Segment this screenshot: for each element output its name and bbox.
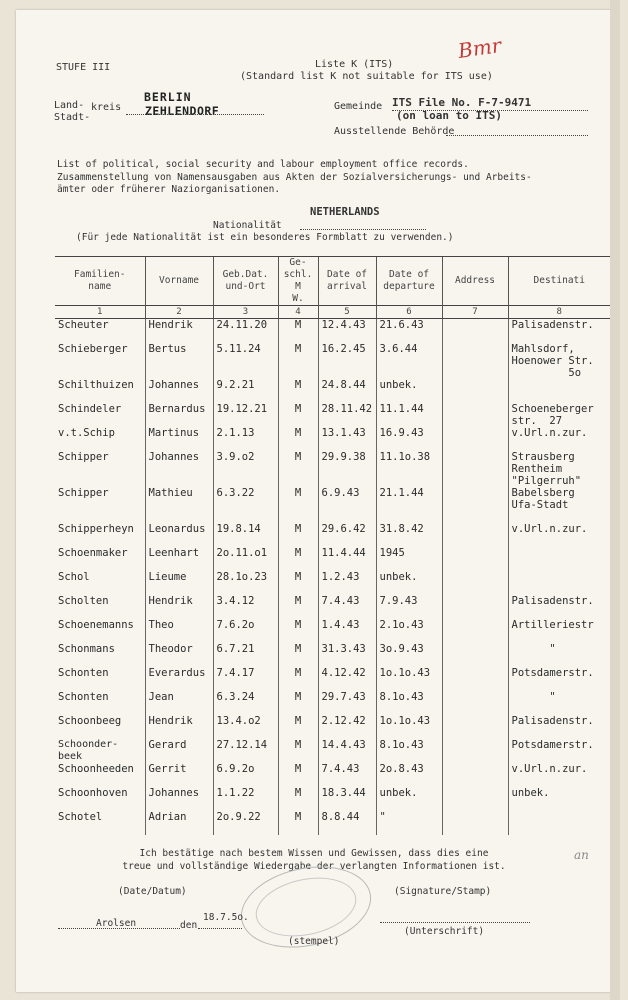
cell-birth: 2o.9.22 — [213, 811, 278, 835]
cell-birth: 6.9.2o — [213, 763, 278, 787]
cell-dest: Mahlsdorf, Hoenower Str. 5o — [508, 343, 610, 379]
cell-departure: 3o.9.43 — [376, 643, 442, 667]
cell-dest — [508, 547, 610, 571]
table-row — [55, 427, 610, 451]
cell-first: Theodor — [145, 643, 213, 667]
place-value: Arolsen — [96, 918, 137, 929]
cell-sex: M — [278, 667, 318, 691]
table-row — [55, 547, 610, 571]
cell-first: Johannes — [145, 379, 213, 403]
den-label: den — [180, 920, 198, 931]
cell-dest: unbek. — [508, 787, 610, 811]
cell-arrival: 11.4.44 — [318, 547, 376, 571]
table-number-row — [55, 306, 610, 319]
cell-first: Everardus — [145, 667, 213, 691]
cell-name: Scholten — [58, 594, 109, 607]
cell-arrival: 7.4.43 — [318, 763, 376, 787]
cell-departure: 8.1o.43 — [376, 739, 442, 763]
cell-dest: Palisadenstr. — [508, 595, 610, 619]
cell-arrival: 14.4.43 — [318, 739, 376, 763]
column-number: 1 — [55, 306, 145, 319]
stufe-label: STUFE III — [56, 62, 111, 73]
confirmation-line-2: treue und vollständige Wiedergabe der verlangten Informationen ist. — [122, 861, 506, 872]
gemeinde-note: (on loan to ITS) — [396, 109, 502, 122]
cell-address — [442, 763, 508, 787]
date-value: 18.7.5o. — [203, 912, 249, 923]
cell-arrival: 29.7.43 — [318, 691, 376, 715]
cell-first: Lieume — [145, 571, 213, 595]
cell-departure: 1o.1o.43 — [376, 667, 442, 691]
cell-address — [442, 667, 508, 691]
date-dotline — [198, 928, 242, 929]
cell-birth: 6.3.24 — [213, 691, 278, 715]
cell-sex: M — [278, 403, 318, 427]
cell-sex: M — [278, 427, 318, 451]
cell-sex: M — [278, 451, 318, 487]
cell-departure: 31.8.42 — [376, 523, 442, 547]
table-row — [55, 343, 610, 379]
cell-dest — [508, 571, 610, 595]
table-body — [55, 319, 610, 835]
cell-sex: M — [278, 523, 318, 547]
cell-name: Schonten — [58, 690, 109, 703]
cell-address — [442, 595, 508, 619]
gemeinde-label: Gemeinde — [334, 101, 383, 112]
cell-first: Hendrik — [145, 319, 213, 343]
table-row — [55, 379, 610, 403]
cell-address — [442, 523, 508, 547]
table-row — [55, 787, 610, 811]
column-header: Date of departure — [376, 257, 442, 306]
cell-dest: " — [508, 643, 610, 667]
cell-address — [442, 451, 508, 487]
column-number: 6 — [376, 306, 442, 319]
cell-birth: 27.12.14 — [213, 739, 278, 763]
cell-name: Schoenmaker — [58, 546, 128, 559]
table-row — [55, 667, 610, 691]
cell-first: Gerard — [145, 739, 213, 763]
cell-birth: 1.1.22 — [213, 787, 278, 811]
cell-name: Schonmans — [58, 642, 115, 655]
table-row — [55, 523, 610, 547]
cell-sex: M — [278, 715, 318, 739]
cell-departure: 7.9.43 — [376, 595, 442, 619]
cell-arrival: 2.12.42 — [318, 715, 376, 739]
cell-departure: 8.1o.43 — [376, 691, 442, 715]
cell-departure: 11.1o.38 — [376, 451, 442, 487]
cell-name: Schoonheeden — [58, 762, 134, 775]
cell-departure: 1o.1o.43 — [376, 715, 442, 739]
cell-dest — [508, 379, 610, 403]
cell-name: Schotel — [58, 810, 103, 823]
column-header: Ge- schl. M W. — [278, 257, 318, 306]
cell-address — [442, 379, 508, 403]
cell-address — [442, 691, 508, 715]
cell-address — [442, 403, 508, 427]
cell-name: Scheuter — [58, 319, 109, 331]
cell-sex: M — [278, 595, 318, 619]
stadt-label: Stadt- — [54, 112, 91, 123]
cell-birth: 7.6.2o — [213, 619, 278, 643]
gemeinde-value: ITS File No. F-7-9471 — [392, 96, 532, 109]
cell-name: Schoonbeeg — [58, 714, 122, 727]
cell-arrival: 12.4.43 — [318, 319, 376, 343]
cell-address — [442, 319, 508, 343]
cell-dest: Artilleriestr — [508, 619, 610, 643]
cell-arrival: 4.12.42 — [318, 667, 376, 691]
signature-dotline — [380, 922, 530, 923]
cell-arrival: 28.11.42 — [318, 403, 376, 427]
cell-address — [442, 643, 508, 667]
cell-first: Theo — [145, 619, 213, 643]
cell-departure: 21.1.44 — [376, 487, 442, 523]
cell-name: Schoonhoven — [58, 786, 128, 799]
cell-first: Hendrik — [145, 595, 213, 619]
table-row — [55, 595, 610, 619]
handwritten-mark: Bmr — [456, 33, 503, 63]
cell-sex: M — [278, 379, 318, 403]
table-row — [55, 319, 610, 343]
cell-birth: 9.2.21 — [213, 379, 278, 403]
cell-first: Gerrit — [145, 763, 213, 787]
cell-address — [442, 787, 508, 811]
column-number: 8 — [508, 306, 610, 319]
cell-departure: 11.1.44 — [376, 403, 442, 427]
cell-name: Schindeler — [58, 402, 122, 415]
table-header-row — [55, 257, 610, 306]
cell-sex: M — [278, 319, 318, 343]
cell-first: Jean — [145, 691, 213, 715]
confirmation-line-1: Ich bestätige nach bestem Wissen und Gewissen, dass dies eine — [139, 848, 489, 859]
column-header: Address — [442, 257, 508, 306]
cell-arrival: 1.2.43 — [318, 571, 376, 595]
nationality-label: Nationalität — [213, 220, 282, 231]
cell-first: Hendrik — [145, 715, 213, 739]
table-row — [55, 811, 610, 835]
cell-sex: M — [278, 811, 318, 835]
cell-name: Schipper — [58, 486, 109, 499]
intro-line-1: List of political, social security and labour employment office records. — [57, 159, 469, 170]
cell-birth: 2.1.13 — [213, 427, 278, 451]
cell-arrival: 1.4.43 — [318, 619, 376, 643]
table-row — [55, 619, 610, 643]
cell-dest: Babelsberg Ufa-Stadt — [508, 487, 610, 523]
cell-birth: 19.8.14 — [213, 523, 278, 547]
cell-birth: 6.7.21 — [213, 643, 278, 667]
cell-sex: M — [278, 643, 318, 667]
cell-sex: M — [278, 787, 318, 811]
cell-arrival: 8.8.44 — [318, 811, 376, 835]
cell-departure: unbek. — [376, 571, 442, 595]
table-row — [55, 571, 610, 595]
cell-name: Schipperheyn — [58, 522, 134, 535]
cell-name: Schieberger — [58, 342, 128, 355]
column-header: Vorname — [145, 257, 213, 306]
liste-note: (Standard list K not suitable for ITS use) — [240, 71, 493, 82]
cell-dest — [508, 811, 610, 835]
district-value: ZEHLENDORF — [145, 104, 220, 118]
cell-birth: 3.4.12 — [213, 595, 278, 619]
signature-label: (Signature/Stamp) — [394, 886, 492, 897]
cell-birth: 13.4.o2 — [213, 715, 278, 739]
intro-line-2: Zusammenstellung von Namensausgaben aus Akten der Sozialversicherungs- und Arbeits- — [57, 172, 532, 183]
cell-first: Mathieu — [145, 487, 213, 523]
stempel-label: (stempel) — [288, 936, 340, 947]
cell-birth: 7.4.17 — [213, 667, 278, 691]
cell-address — [442, 571, 508, 595]
cell-first: Bertus — [145, 343, 213, 379]
cell-first: Leonardus — [145, 523, 213, 547]
cell-dest: v.Url.n.zur. — [508, 427, 610, 451]
nationality-note: (Für jede Nationalität ist ein besonderes Formblatt zu verwenden.) — [76, 232, 454, 243]
table-row — [55, 739, 610, 763]
gemeinde-dotline — [392, 110, 588, 111]
cell-departure: unbek. — [376, 787, 442, 811]
land-label: Land- — [54, 100, 85, 111]
cell-address — [442, 427, 508, 451]
cell-sex: M — [278, 571, 318, 595]
kreis-label: kreis — [91, 102, 122, 113]
cell-first: Johannes — [145, 451, 213, 487]
cell-departure: 1945 — [376, 547, 442, 571]
place-dotline — [58, 928, 180, 929]
table-row — [55, 715, 610, 739]
column-header: Geb.Dat. und-Ort — [213, 257, 278, 306]
column-number: 3 — [213, 306, 278, 319]
cell-arrival: 29.6.42 — [318, 523, 376, 547]
cell-address — [442, 739, 508, 763]
cell-birth: 2o.11.o1 — [213, 547, 278, 571]
cell-departure: " — [376, 811, 442, 835]
table-row — [55, 643, 610, 667]
nationality-value: NETHERLANDS — [310, 206, 380, 218]
ausstellende-label: Ausstellende Behörde — [334, 126, 455, 137]
liste-title: Liste K (ITS) — [315, 59, 394, 70]
cell-name: Schoonder- beek — [58, 738, 119, 762]
cell-dest: Strausberg Rentheim "Pilgerruh" — [508, 451, 610, 487]
cell-departure: unbek. — [376, 379, 442, 403]
column-number: 5 — [318, 306, 376, 319]
cell-arrival: 6.9.43 — [318, 487, 376, 523]
cell-sex: M — [278, 763, 318, 787]
cell-dest: Palisadenstr. — [508, 319, 610, 343]
cell-sex: M — [278, 343, 318, 379]
ausstellende-dotline — [446, 135, 588, 136]
column-number: 7 — [442, 306, 508, 319]
cell-birth: 6.3.22 — [213, 487, 278, 523]
cell-departure: 2o.8.43 — [376, 763, 442, 787]
cell-sex: M — [278, 487, 318, 523]
cell-dest: Schoeneberger str. 27 — [508, 403, 610, 427]
cell-first: Leenhart — [145, 547, 213, 571]
cell-first: Adrian — [145, 811, 213, 835]
column-number: 2 — [145, 306, 213, 319]
table-row — [55, 763, 610, 787]
cell-birth: 28.1o.23 — [213, 571, 278, 595]
cell-dest: v.Url.n.zur. — [508, 523, 610, 547]
cell-name: Schilthuizen — [58, 378, 134, 391]
cell-dest: Palisadenstr. — [508, 715, 610, 739]
city-value: BERLIN — [144, 90, 192, 104]
kreis-dotline — [126, 114, 264, 115]
cell-arrival: 7.4.43 — [318, 595, 376, 619]
cell-first: Bernardus — [145, 403, 213, 427]
cell-name: Schoenemanns — [58, 618, 134, 631]
cell-name: Schol — [58, 570, 90, 583]
cell-dest: Potsdamerstr. — [508, 739, 610, 763]
table-row — [55, 451, 610, 487]
cell-arrival: 16.2.45 — [318, 343, 376, 379]
intro-line-3: ämter oder früherer Naziorganisationen. — [57, 184, 281, 195]
nationality-dotline — [300, 229, 426, 230]
records-table — [55, 256, 610, 835]
table-row — [55, 487, 610, 523]
cell-first: Martinus — [145, 427, 213, 451]
column-header: Destinati — [508, 257, 610, 306]
date-label: (Date/Datum) — [118, 886, 187, 897]
cell-address — [442, 547, 508, 571]
cell-name: Schonten — [58, 666, 109, 679]
cell-arrival: 31.3.43 — [318, 643, 376, 667]
cell-dest: " — [508, 691, 610, 715]
cell-arrival: 29.9.38 — [318, 451, 376, 487]
cell-arrival: 13.1.43 — [318, 427, 376, 451]
table-row — [55, 691, 610, 715]
cell-sex: M — [278, 739, 318, 763]
cell-dest: v.Url.n.zur. — [508, 763, 610, 787]
cell-departure: 3.6.44 — [376, 343, 442, 379]
cell-arrival: 18.3.44 — [318, 787, 376, 811]
cell-name: v.t.Schip — [58, 426, 115, 439]
cell-sex: M — [278, 619, 318, 643]
cell-birth: 24.11.20 — [213, 319, 278, 343]
cell-arrival: 24.8.44 — [318, 379, 376, 403]
cell-birth: 19.12.21 — [213, 403, 278, 427]
cell-birth: 3.9.o2 — [213, 451, 278, 487]
cell-sex: M — [278, 547, 318, 571]
cell-departure: 16.9.43 — [376, 427, 442, 451]
column-header: Date of arrival — [318, 257, 376, 306]
unterschrift-label: (Unterschrift) — [404, 926, 485, 937]
column-number: 4 — [278, 306, 318, 319]
cell-name: Schipper — [58, 450, 109, 463]
column-header: Familien- name — [55, 257, 145, 306]
cell-address — [442, 715, 508, 739]
cell-departure: 21.6.43 — [376, 319, 442, 343]
cell-birth: 5.11.24 — [213, 343, 278, 379]
cell-address — [442, 343, 508, 379]
cell-sex: M — [278, 691, 318, 715]
cell-departure: 2.1o.43 — [376, 619, 442, 643]
table-row — [55, 403, 610, 427]
cell-address — [442, 811, 508, 835]
cell-first: Johannes — [145, 787, 213, 811]
cell-dest: Potsdamerstr. — [508, 667, 610, 691]
pencil-mark: an — [574, 848, 589, 862]
cell-address — [442, 619, 508, 643]
cell-address — [442, 487, 508, 523]
